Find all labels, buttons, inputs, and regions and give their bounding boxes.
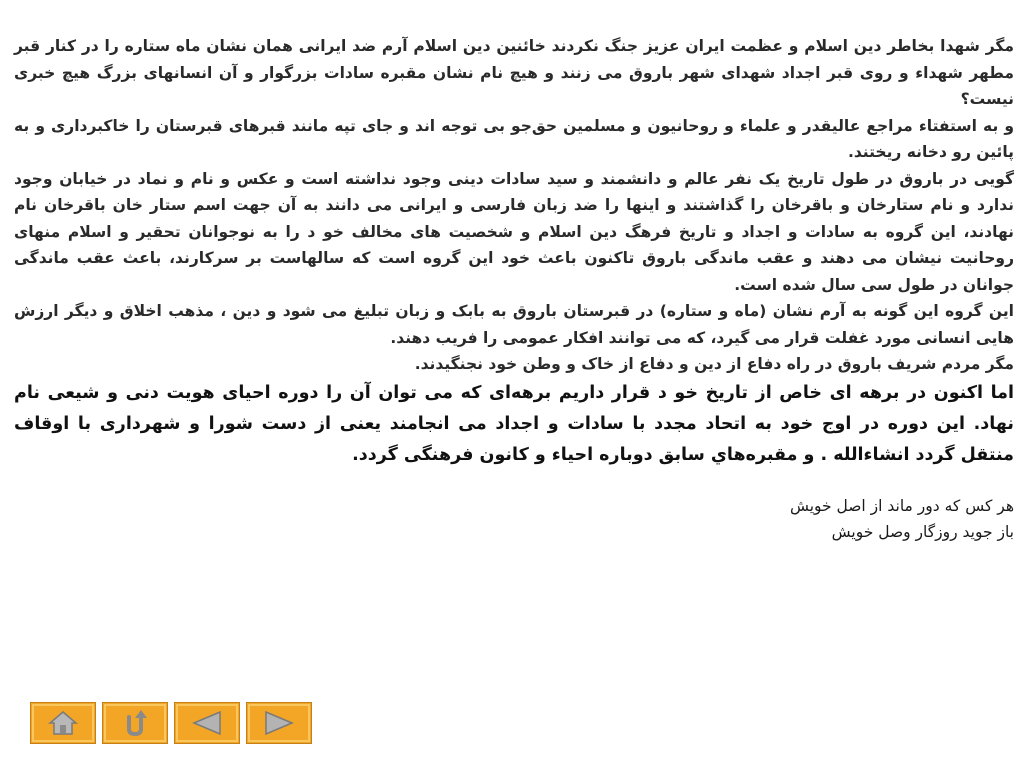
previous-arrow-icon [190,710,224,736]
next-arrow-icon [262,710,296,736]
home-button[interactable] [30,702,96,744]
previous-button[interactable] [174,702,240,744]
return-button[interactable] [102,702,168,744]
navigation-bar [30,702,312,744]
next-button[interactable] [246,702,312,744]
paragraph-3: گویی در باروق در طول تاریخ یک نفر عالم و دانشمند و سید سادات دینی وجود نداشته است و عکس و نام و نماد در خیابان وجود ندارد و نام ستارخان و باقرخان را گذاشتند و اینها را ضد زبان فارسی و ایرانی می دانند به آن جهت اسم ستار خان باقرخان نام نهادند، این گروه به سادات و اجداد و تاریخ فرهگ دین اسلام و شخصیت های مخالف خو د را به نوجوانان تحقیر و اسلام منهای روحانیت نیشان می دهند و عقب ماندگی باروق تاکنون باعث خود این گروه است که سالهاست بر سرکارند، باعث عقب ماندگی جوانان در طول سی سال شده است. [14,169,1014,294]
return-icon [120,709,150,737]
paragraph-emphasis: اما اکنون در برهه ای خاص از تاریخ خو د قرار داریم برهه‌ای که می توان آن را دوره احیای هویت دنی و شیعی نام نهاد. این دوره در اوج خود به اتحاد مجدد با سادات و اجداد می انجامند یعنی از دست شورا و شهرداری با اوقاف منتقل گردد انشاءالله . و مقبره‌هاي سابق دوباره احیاء و کانون فرهنگی گردد. [14,382,1014,465]
paragraph-1: مگر شهدا بخاطر دین اسلام و عظمت ایران عزیز جنگ نکردند خائنین دین اسلام آرم ضد ایرانی همان نشان ماه ستاره را در کنار قبر مطهر شهداء و روی قبر اجداد شهدای شهر باروق می زنند و هیچ نام نشان مقبره سادات بزرگوار و آن انسانهای بزرگ هیچ خبری نیست؟ [14,37,1014,108]
paragraph-2: و به استفتاء مراجع عالیقدر و علماء و روحانیون و مسلمین حق‌جو بی توجه اند و جای تپه مانند قبرهای قبرستان را خاکبرداری و به پائین رو دخانه ریختند. [14,116,1014,161]
home-icon [48,710,78,736]
poem-line-2: باز جوید روزگار وصل خویش [831,522,1014,541]
paragraph-5: مگر مردم شریف باروق در راه دفاع از دین و دفاع از خاک و وطن خود نجنگیدند. [414,355,1014,373]
spacer [14,471,1014,493]
document-body [14,33,1014,545]
poem-line-1: هر کس که دور ماند از اصل خویش [789,496,1014,515]
paragraph-4: این گروه این گونه به آرم نشان (ماه و ستاره) در قبرستان باروق به بابک و زبان تبلیغ می شود و دین ، مذهب اخلاق و دیگر ارزش هایی انسانی مورد غفلت قرار می گیرد، که می توانند افکار عمومی را فریب دهند. [14,302,1014,347]
